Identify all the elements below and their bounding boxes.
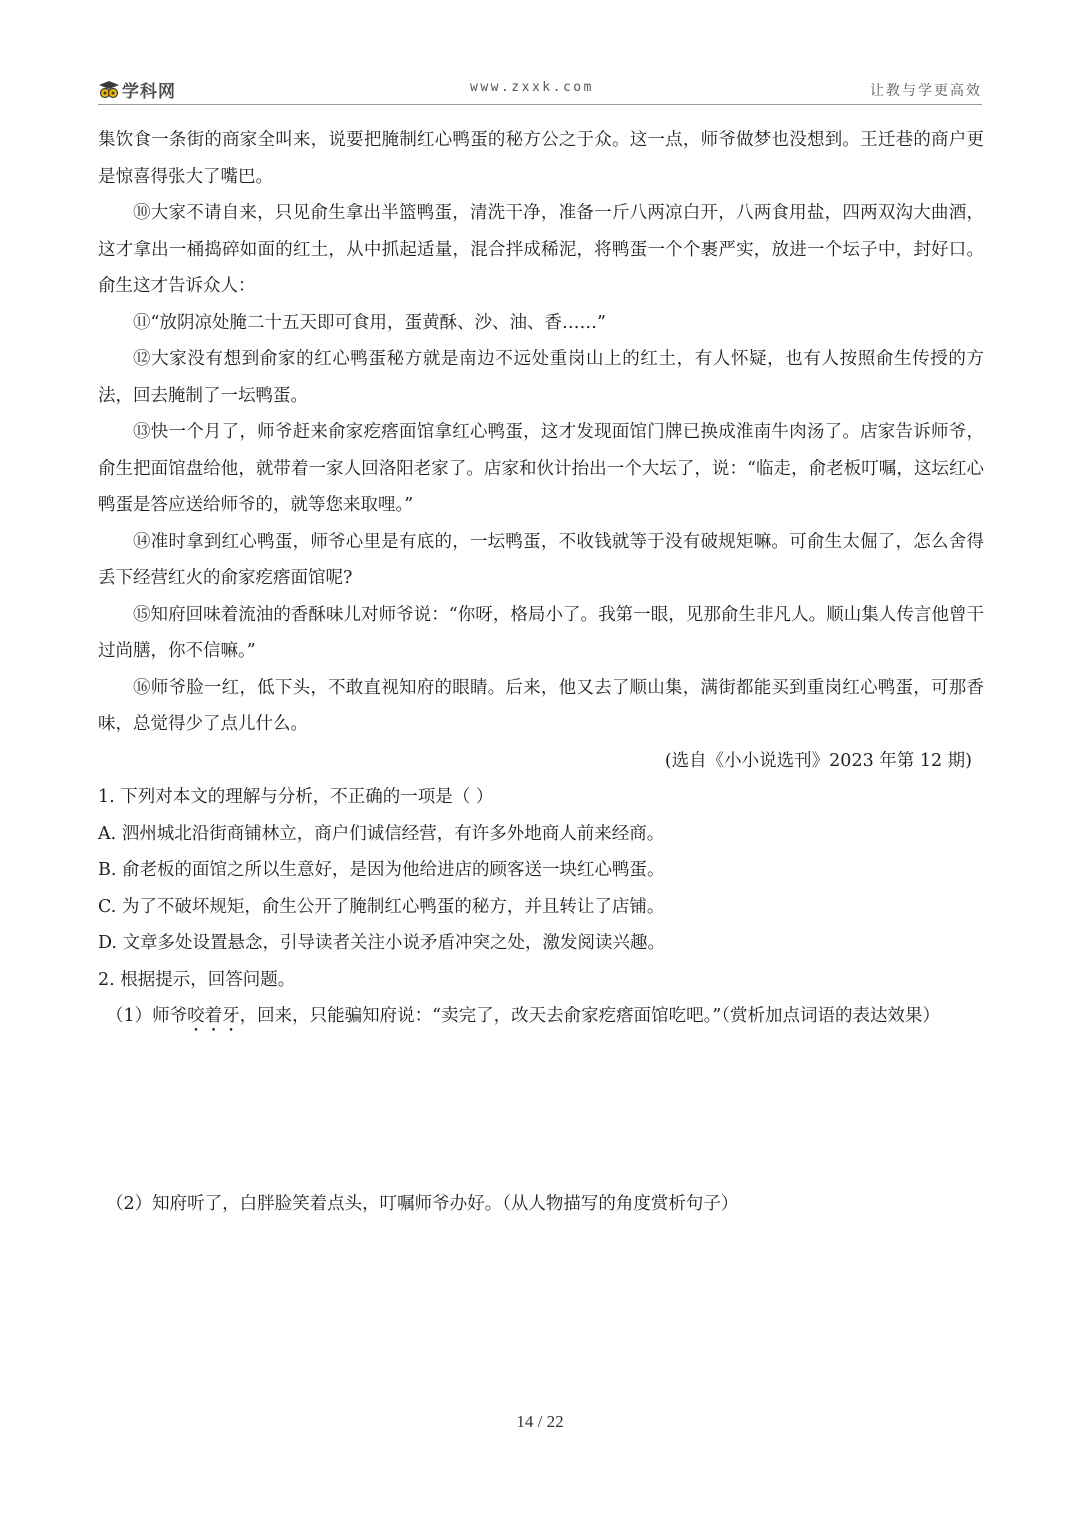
graduation-cap-icon [98, 80, 120, 100]
question-2-stem: 2. 根据提示，回答问题。 [98, 969, 296, 990]
paragraph-10: ⑩大家不请自来，只见俞生拿出半篮鸭蛋，清洗干净，准备一斤八两凉白开，八两食用盐，四两双沟大曲酒，这才拿出一桶捣碎如面的红土，从中抓起适量，混合拌成稀泥，将鸭蛋一个个裹严实，放进一个坛子中，封好口。俞生这才告诉众人： [98, 203, 984, 296]
paragraph-14: ⑭准时拿到红心鸭蛋，师爷心里是有底的，一坛鸭蛋，不收钱就等于没有破规矩嘛。可俞生太倔了，怎么舍得丢下经营红火的俞家疙瘩面馆呢? [98, 531, 984, 588]
question-1-option-c: C. 为了不破坏规矩，俞生公开了腌制红心鸭蛋的秘方，并且转让了店铺。 [98, 896, 665, 917]
sub-1-before: （1）师爷 [106, 1006, 188, 1026]
paragraph-15: ⑮知府回味着流油的香酥味儿对师爷说：“你呀，格局小了。我第一眼，见那俞生非凡人。顺山集人传言他曾干过尚膳，你不信嘛。” [98, 604, 984, 661]
logo [98, 77, 176, 102]
document-body [98, 122, 984, 1223]
sub-1-dotted-words: 咬着牙 [187, 1006, 240, 1026]
page-header [98, 74, 982, 105]
question-1-option-d: D. 文章多处设置悬念，引导读者关注小说矛盾冲突之处，激发阅读兴趣。 [98, 933, 666, 953]
question-1-option-b: B. 俞老板的面馆之所以生意好，是因为他给进店的顾客送一块红心鸭蛋。 [98, 860, 665, 880]
paragraph-16: ⑯师爷脸一红，低下头，不敢直视知府的眼睛。后来，他又去了顺山集，满街都能买到重岗红心鸭蛋，可那香味，总觉得少了点儿什么。 [98, 677, 984, 734]
question-1-option-a: A. 泗州城北沿街商铺林立，商户们诚信经营，有许多外地商人前来经商。 [98, 823, 665, 844]
page-number: 14 / 22 [516, 1412, 564, 1431]
question-1-stem: 1. 下列对本文的理解与分析，不正确的一项是（ ） [98, 787, 494, 807]
source-citation: (选自《小小说选刊》2023 年第 12 期) [664, 750, 972, 771]
question-2-sub-2: （2）知府听了，白胖脸笑着点头，叮嘱师爷办好。（从人物描写的角度赏析句子） [106, 1194, 739, 1214]
question-2-sub-1 [98, 998, 984, 1036]
answer-space-1[interactable] [98, 1036, 984, 1186]
paragraph-continued: 集饮食一条街的商家全叫来，说要把腌制红心鸭蛋的秘方公之于众。这一点，师爷做梦也没想到。王迁巷的商户更是惊喜得张大了嘴巴。 [98, 130, 984, 187]
paragraph-11: ⑪“放阴凉处腌二十五天即可食用，蛋黄酥、沙、油、香……” [133, 312, 606, 333]
paragraph-12: ⑫大家没有想到俞家的红心鸭蛋秘方就是南边不远处重岗山上的红土，有人怀疑，也有人按照俞生传授的方法，回去腌制了一坛鸭蛋。 [98, 349, 984, 406]
logo-text: 学科网 [122, 82, 176, 102]
paragraph-13: ⑬快一个月了，师爷赶来俞家疙瘩面馆拿红心鸭蛋，这才发现面馆门牌已换成淮南牛肉汤了。店家告诉师爷，俞生把面馆盘给他，就带着一家人回洛阳老家了。店家和伙计抬出一个大坛了，说：“临走，俞老板叮嘱，这坛红心鸭蛋是答应送给师爷的，就等您来取哩。” [98, 422, 984, 515]
site-url[interactable]: www.zxxk.com [470, 80, 594, 95]
sub-1-after: ，回来，只能骗知府说：“卖完了，改天去俞家疙瘩面馆吃吧。”（赏析加点词语的表达效果） [239, 1006, 941, 1026]
slogan: 让教与学更高效 [870, 83, 982, 99]
